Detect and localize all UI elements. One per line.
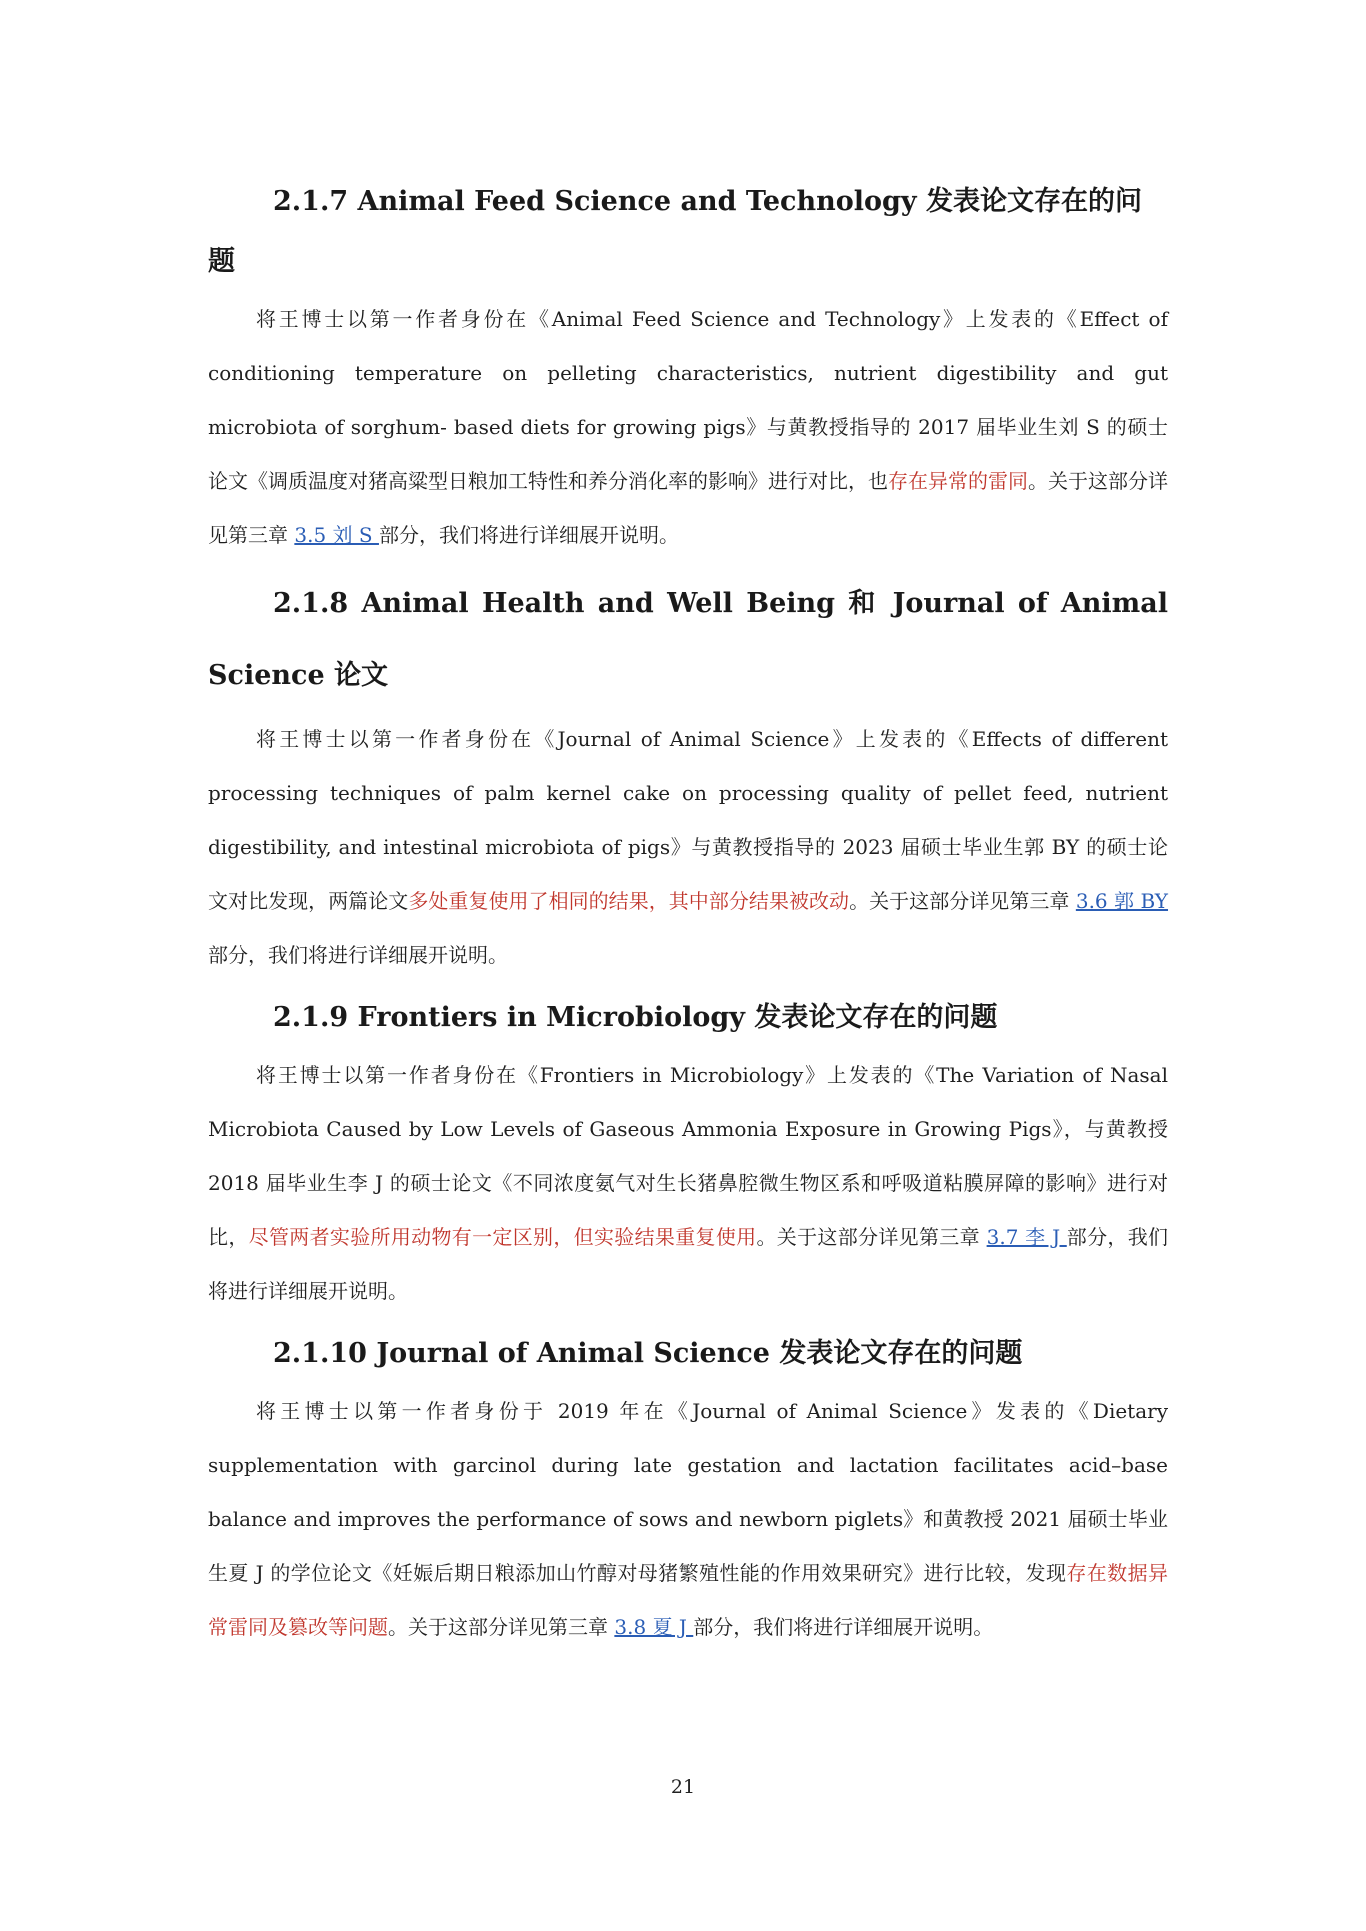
chapter-reference-link[interactable]: 3.7 李 J [986, 1225, 1067, 1249]
paragraph-text: 将王博士以第一作者身份在《Animal Feed Science and Technology》上发表的《Effect of conditioning temperature on pelleting characteristics, nutrient digestibility and gut microbiota of sorghum- based diets for growing pigs》与黄教授指导的 2017 届毕业生刘 S 的硕士论文《调质温度对猪高粱型日粮加工特性和养分消化率的影响》进行对比，也 [208, 307, 1168, 493]
page-content [208, 172, 1168, 1660]
section-2-1-10 [208, 1324, 1168, 1654]
highlighted-text: 存在异常的雷同 [888, 469, 1028, 493]
paragraph-text: 。关于这部分详见第三章 [388, 1615, 615, 1639]
section-heading: 2.1.9 Frontiers in Microbiology 发表论文存在的问题 [273, 1002, 998, 1033]
highlighted-text: 多处重复使用了相同的结果，其中部分结果被改动 [408, 889, 850, 913]
section-2-1-7 [208, 172, 1168, 562]
paragraph-text: 部分，我们将进行详细展开说明。 [378, 523, 679, 547]
page-number: 21 [670, 1776, 696, 1798]
paragraph-text: 。关于这部分详见第三章 [756, 1225, 987, 1249]
chapter-reference-link[interactable]: 3.6 郭 BY [1075, 889, 1169, 913]
highlighted-text: 存在数据异常雷同及篡改等问题 [208, 1561, 1168, 1639]
paragraph-text: 部分，我们将进行详细展开说明。 [693, 1615, 994, 1639]
paragraph-text: 部分，我们将进行详细展开说明。 [208, 1225, 1169, 1303]
section-paragraph [208, 1384, 1168, 1654]
section-paragraph [208, 292, 1168, 562]
section-2-1-9 [208, 988, 1168, 1318]
section-heading: 2.1.10 Journal of Animal Science 发表论文存在的问题 [273, 1338, 1023, 1369]
chapter-reference-link[interactable]: 3.8 夏 J [614, 1615, 694, 1639]
section-heading: 2.1.8 Animal Health and Well Being 和 Journal of Animal Science 论文 [208, 588, 1168, 691]
highlighted-text: 尽管两者实验所用动物有一定区别，但实验结果重复使用 [248, 1225, 757, 1249]
paragraph-text: 。关于这部分详见第三章 [849, 889, 1076, 913]
paragraph-text: 部分，我们将进行详细展开说明。 [208, 943, 508, 967]
section-heading: 2.1.7 Animal Feed Science and Technology 发表论文存在的问题 [208, 186, 1142, 277]
paragraph-text: 。关于这部分详见第三章 [208, 469, 1168, 547]
paragraph-text: 将王博士以第一作者身份在《Journal of Animal Science》上发表的《Effects of different processing techniques of palm kernel cake on processing quality of pellet feed, nutrient digestibility, and intestinal microbiota of pigs》与黄教授指导的 2023 届硕士毕业生郭 BY 的硕士论文对比发现，两篇论文 [208, 727, 1168, 913]
paragraph-text: 将王博士以第一作者身份在《Frontiers in Microbiology》上发表的《The Variation of Nasal Microbiota Caused by Low Levels of Gaseous Ammonia Exposure in Growing Pigs》，与黄教授 2018 届毕业生李 J 的硕士论文《不同浓度氨气对生长猪鼻腔微生物区系和呼吸道粘膜屏障的影响》进行对比， [208, 1063, 1168, 1249]
chapter-reference-link[interactable]: 3.5 刘 S [294, 523, 379, 547]
section-2-1-8 [208, 568, 1168, 982]
section-paragraph [208, 1048, 1168, 1318]
section-paragraph [208, 712, 1168, 982]
paragraph-text: 将王博士以第一作者身份于 2019 年在《Journal of Animal Science》发表的《Dietary supplementation with garcinol during late gestation and lactation facilitates acid–base balance and improves the performance of sows and newborn piglets》和黄教授 2021 届硕士毕业生夏 J 的学位论文《妊娠后期日粮添加山竹醇对母猪繁殖性能的作用效果研究》进行比较，发现 [208, 1399, 1168, 1585]
